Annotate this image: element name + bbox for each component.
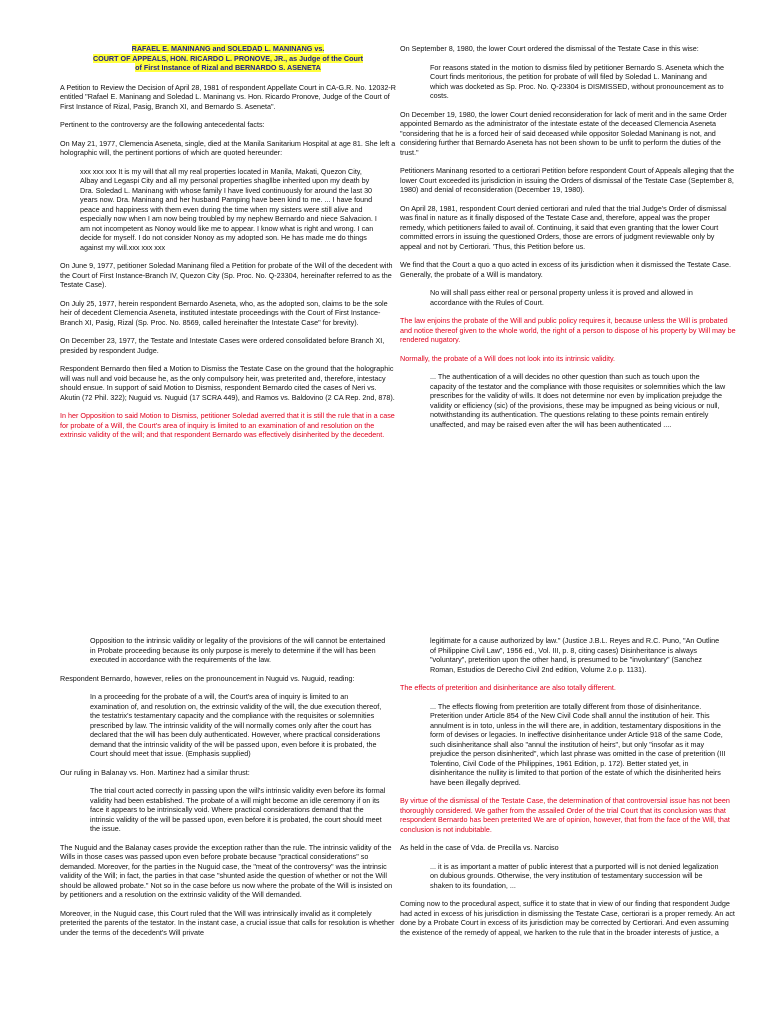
block-quote: The trial court acted correctly in passing upon the will's intrinsic validity even before its formal validity had been established. The probate of a will might become an idle ceremony if on its face it appears to be intrinsically void. Where practical considerations demand that the intrinsic validity of the will be passed upon, even before it is probated, the court should meet the issue. [90, 786, 386, 833]
paragraph: Coming now to the procedural aspect, suffice it to state that in view of our finding that respondent Judge had acted in excess of his jurisdiction in dismissing the Testate Case, certiorari is a proper remedy. An act done by a Probate Court in excess of its jurisdiction may be corrected by Certiorari. And even assuming the existence of the remedy of appeal, we harken to the rule that in the broader interests of justice, a [400, 899, 735, 937]
document-page-2 [0, 598, 768, 1024]
block-quote: In a proceeding for the probate of a will, the Court's area of inquiry is limited to an examination of, and resolution on, the extrinsic validity of the will, the due execution thereof, the testatrix's testamentary capacity and the compliance with the requisites or solemnities prescribed by law. The intrinsic validity of the will normally comes only after the court has declared that the will has been duly authenticated. However, where practical considerations demand that the intrinsic validity of the will be passed upon, even before it is probated, the Court should meet that issue. (Emphasis supplied) [90, 692, 382, 758]
paragraph: On July 25, 1977, herein respondent Bernardo Aseneta, who, as the adopted son, claims to be the sole heir of decedent Clemencia Aseneta, instituted intestate proceedings with the Court of First Instance-Branch XI, Pasig, Rizal (Sp. Proc. No. 8569, called hereinafter the Intestate Case" for brevity). [60, 298, 388, 327]
highlighted-paragraph: The law enjoins the probate of the Will and public policy requires it, because unless the Will is probated and notice thereof given to the whole world, the right of a person to dispose of his property by Will may be rendered nugatory. [400, 316, 736, 344]
page2-right-column [400, 636, 736, 946]
paragraph: On April 28, 1981, respondent Court denied certiorari and ruled that the trial Judge's Order of dismissal was final in nature as it finally disposed of the Testate Case and, therefore, appeal was the proper remedy, which petitioners failed to avail of. Continuing, it said that even granting that the lower Court committed errors in issuing the questioned Orders, those are errors of judgment reviewable only by appeal and not by Certiorari. 'Thus, this Petition before us. [400, 203, 727, 251]
paragraph: The Nuguid and the Balanay cases provide the exception rather than the rule. The intrinsic validity of the Wills in those cases was passed upon even before probate because "practical considerations" so demanded. Moreover, for the parties in the Nuguid case, the "meat of the controversy" was the intrinsic validity of the Will; in fact, the parties in that case "shunted aside the question of whether or not the Will should be allowed probate." Not so in the case before us now where the probate of the Will is insisted on by petitioners and a resolution on the extrinsic validity of the Will demanded. [60, 842, 393, 899]
case-title-line-3: of First Instance of Rizal and BERNARDO S. ASENETA [135, 63, 321, 72]
paragraph: Pertinent to the controversy are the following antecedental facts: [60, 120, 265, 129]
highlighted-paragraph: Normally, the probate of a Will does not look into its intrinsic validity. [400, 353, 616, 363]
page1-left-column [60, 0, 396, 449]
paragraph: On June 9, 1977, petitioner Soledad Maninang filed a Petition for probate of the Will of the decedent with the Court of First Instance-Branch IV, Quezon City (Sp. Proc. No. Q-23304, hereinafter referred to as the Testate Case). [60, 261, 393, 289]
block-quote: ... The effects flowing from preterition are totally different from those of disinheritance. Preterition under Article 854 of the New Civil Code shall annul the institution of heir. This annulment is in toto, unless in the will there are, in addition, testamentary dispositions in the form of devises or legacies. In ineffective disinheritance under Article 918 of the same Code, such disinheritance shall also "annul the institution of heirs", but only "insofar as it may prejudice the person disinherited", which last phrase was omitted in the case of preterition (III Tolentino, Civil Code of the Philippines, 1961 Edition, p. 172). Better stated yet, in disinheritance the nullity is limited to that portion of the estate of which the disinherited heirs have been illegally deprived. [430, 701, 726, 787]
highlighted-paragraph: In her Opposition to said Motion to Dismiss, petitioner Soledad averred that it is still the rule that in a case for probate of a Will, the Court's area of inquiry is limited to an examination of and resolution on the extrinsic validity of the will; and that respondent Bernardo was effectively disinherited by the decedent. [60, 411, 395, 439]
paragraph: Petitioners Maninang resorted to a certiorari Petition before respondent Court of Appeals alleging that the lower Court exceeded its jurisdiction in issuing the Orders of dismissal of the Testate Case (September 8, 1980) and denial of reconsideration (December 19, 1980). [400, 166, 735, 194]
block-quote: ... it is as important a matter of public interest that a purported will is not denied legalization on dubious grounds. Otherwise, the very institution of testamentary succession will be shaken to its foundation, ... [430, 861, 719, 890]
paragraph: On September 8, 1980, the lower Court ordered the dismissal of the Testate Case in this wise: [400, 44, 699, 53]
page2-left-column [60, 636, 396, 946]
block-quote: ... The authentication of a will decides no other question than such as touch upon the capacity of the testator and the compliance with those requisites or solemnities which the law prescribes for the validity of wills. It does not determine nor even by implication prejudge the validity or efficiency (sic) of the provisions, these may be impugned as being vicious or null, notwithstanding its authentication. The questions relating to these points remain entirely unaffected, and may be raised even after the will has been authenticated .... [430, 372, 726, 429]
block-quote: Opposition to the intrinsic validity or legality of the provisions of the will cannot be entertained in Probate proceeding because its only purpose is merely to determine if the will has been executed in accordance with the requirements of the law. [90, 636, 386, 664]
block-quote: No will shall pass either real or personal property unless it is proved and allowed in accordance with the Rules of Court. [430, 288, 693, 307]
paragraph: A Petition to Review the Decision of April 28, 1981 of respondent Appellate Court in CA-G.R. No. 12032-R entitled "Rafael E. Maninang and Soledad L. Maninang vs. Hon. Ricardo Pronove, Judge of the Court of First Instance of Rizal, Pasig, Branch XI, and Bernardo S. Aseneta". [60, 82, 397, 111]
block-quote: xxx xxx xxx It is my will that all my real properties located in Manila, Makati, Quezon City, Albay and Legaspi City and all my personal properties shagllbe inherited upon my death by Dra. Soledad L. Maninang with whose family I have lived continuously for around the last 30 years now. Dra. Maninang and her husband Pamping have been kind to me. ... I have found peace and happiness with them even during the time when my sisters were still alive and especially now when I am now being troubled by my nephew Bernardo and niece Salvacion. I am not incompetent as Nonoy would like me to appear. I know what is right and wrong. I can decide for myself. I do not consider Nonoy as my adopted son. He has made me do things against my will.xxx xxx xxx [80, 166, 377, 252]
highlighted-paragraph: By virtue of the dismissal of the Testate Case, the determination of that controversial issue has not been thoroughly considered. We gather from the assailed Order of the trial Court that its conclusion was that respondent Bernardo has been preterited We are of opinion, however, that from the face of the Will, that conclusion is not indubitable. [400, 796, 730, 834]
case-title-line-1: RAFAEL E. MANINANG and SOLEDAD L. MANINANG vs. [131, 44, 325, 53]
paragraph: Respondent Bernardo, however, relies on the pronouncement in Nuguid vs. Nuguid, reading: [60, 673, 355, 683]
block-quote: For reasons stated in the motion to dismiss filed by petitioner Bernardo S. Aseneta which the Court finds meritorious, the petition for probate of will filed by Soledad L. Maninang and which was docketed as Sp. Proc. No. Q-23304 is DISMISSED, without pronouncement as to costs. [430, 62, 725, 100]
paragraph: Respondent Bernardo then filed a Motion to Dismiss the Testate Case on the ground that the holographic will was null and void because he, as the only compulsory heir, was preterited and, therefore, intestacy should ensue. In support of said Motion to Dismiss, respondent Bernardo cited the cases of Neri vs. Akutin (72 Phil. 322); Nuguid vs. Nuguid (17 SCRA 449), and Ramos vs. Baldovino (2 CA Rep. 2nd, 878). [60, 364, 395, 402]
block-quote: legitimate for a cause authorized by law." (Justice J.B.L. Reyes and R.C. Puno, "An Outline of Philippine Civil Law", 1956 ed., Vol. III, p. 8, citing cases) Disinheritance is always "voluntary", preterition upon the other hand, is presumed to be "involuntary" (Sanchez Roman, Estudios de Derecho Civil 2nd edition, Volume 2.o p. 1131). [430, 636, 720, 674]
highlighted-paragraph: The effects of preterition and disinheritance are also totally different. [400, 683, 616, 692]
page-gap [0, 512, 768, 598]
paragraph: We find that the Court a quo a quo acted in excess of its jurisdiction when it dismissed the Testate Case. Generally, the probate of a Will is mandatory. [400, 260, 731, 279]
case-title [60, 44, 396, 73]
page1-right-column [400, 44, 736, 438]
paragraph: Our ruling in Balanay vs. Hon. Martinez had a similar thrust: [60, 767, 250, 777]
paragraph: On December 23, 1977, the Testate and Intestate Cases were ordered consolidated before Branch XI, presided by respondent Judge. [60, 336, 385, 355]
paragraph: Moreover, in the Nuguid case, this Court ruled that the Will was intrinsically invalid as it completely preterited the parents of the testator. In the instant case, a crucial issue that calls for resolution is whether under the terms of the decedent's Will private [60, 908, 395, 937]
paragraph: On May 21, 1977, Clemencia Aseneta, single, died at the Manila Sanitarium Hospital at age 81. She left a holographic will, the pertinent portions of which are quoted hereunder: [60, 138, 396, 157]
case-title-line-2: COURT OF APPEALS, HON. RICARDO L. PRONOVE, JR., as Judge of the Court [92, 53, 364, 63]
paragraph: On December 19, 1980, the lower Court denied reconsideration for lack of merit and in the same Order appointed Bernardo as the administrator of the intestate estate of the deceased Clemencia Aseneta "considering that he is a forced heir of said deceased while oppositor Soledad Maninang is not, and considering further that Bernardo Aseneta has not been shown to be unfit to perform the duties of the trust." [400, 109, 727, 157]
paragraph: As held in the case of Vda. de Precilla vs. Narciso [400, 843, 559, 852]
